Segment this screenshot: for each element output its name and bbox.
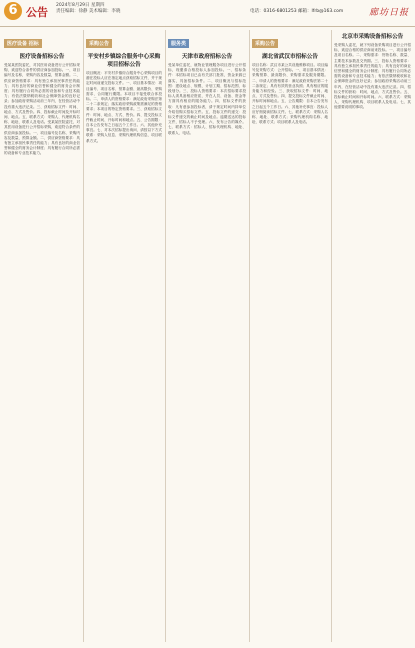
article-body: 项目概况：平安村乡镇综合服务中心采购项目的潜在投标人应在指定地点获取招标文件，并于规定时间前递交投标文件。一、项目基本情况：项目编号、项目名称、预算金额、最高限价、采购需求、合同履行期限。本项目不接受联合体投标。二、申请人的资格要求：满足政府采购法第二十二条规定；落实政府采购政策需满足的资格要求；本项目的特定资格要求。三、获取招标文件：时间、地点、方式、售价。四、提交投标文件截止时间、开标时间和地点。五、公告期限：自本公告发布之日起五个工作日。六、其他补充事宜。七、对本次招标提出询问，请按以下方式联系：采购人信息、采购代理机构信息、项目联系方式。 xyxy=(86,71,162,143)
article-body: 受某单位委托，就物业管理服务项目进行公开招标，现邀请合格投标人参加投标。一、招标条件：本招标项目已由有关部门批准，资金来源已落实，具备招标条件。二、项目概况与招标范围：建设地点、规模、计划工期、招标范围、标段划分。三、投标人资格要求：本次招标要求投标人须具备相应资质，并在人员、设备、资金等方面具有相应的服务能力。四、招标文件的获取：凡有意参加投标者，请于规定时间内持单位介绍信购买招标文件。五、投标文件的递交：投标文件递交的截止时间及地点。逾期送达的投标文件，招标人不予受理。六、发布公告的媒介。七、联系方式：招标人、招标代理机构、地址、联系人、电话。 xyxy=(168,63,246,135)
column-divider xyxy=(83,30,84,642)
column-tag: 采购公告 xyxy=(252,39,278,48)
column-3 xyxy=(168,30,246,642)
column-tag: 服务类 xyxy=(168,39,189,48)
column-1 xyxy=(4,30,80,642)
article-body: 受采购人委托，就下列设备采购项目进行公开招标，欢迎合格的供应商前来投标。一、项目编号及项目名称。二、采购需求：货物名称、数量、主要技术参数及交货期。三、投标人资格要求：具有独立承担民事责任的能力；具有良好的商业信誉和健全的财务会计制度；具有履行合同所必需的设备和专业技术能力；有依法缴纳税收和社会保障资金的良好记录；参加政府采购活动前三年内，在经营活动中没有重大违法记录。四、招标文件的获取：时间、地点、方式及售价。五、投标截止时间和开标时间。六、联系方式：采购人、采购代理机构、项目联系人及电话。七、其他需要说明的事项。 xyxy=(334,43,411,110)
page-header xyxy=(0,0,415,27)
article-title: 北京市采购设备招标公告 xyxy=(341,34,404,40)
column-divider xyxy=(165,30,166,642)
column-tag: 采购公告 xyxy=(86,39,112,48)
editor-credits: 责任编辑：徐静 美术编辑：李晓 xyxy=(56,9,121,14)
column-divider xyxy=(249,30,250,642)
page-number-badge: 6 xyxy=(4,2,22,20)
column-tag: 医疗设备 招标 xyxy=(4,39,42,48)
issue-meta xyxy=(56,3,120,15)
section-title: 公告 xyxy=(26,6,48,19)
column-5 xyxy=(334,30,411,642)
issue-date: 2024年8月29日 星期四 xyxy=(56,3,105,8)
article-title: 湖北省武汉市招标公告 xyxy=(262,54,318,60)
contact-info: 电话：0316-6801253 邮箱：lfrb@163.com xyxy=(250,9,344,14)
column-divider xyxy=(331,30,332,642)
article-title: 天津市政府招标公告 xyxy=(181,54,233,60)
article-title: 平安村乡镇综合服务中心采购项目招标公告 xyxy=(87,54,161,68)
article-body: 受某某医院委托，对其医用设备进行公开招标采购，欢迎符合条件的供应商参加投标。一、项目编号及名称，采购内容及数量，预算金额。二、供应商资格要求：具有独立承担民事责任的能力；具有良好的商业信誉和健全的财务会计制度；具有履行合同所必需的设备和专业技术能力；有依法缴纳税收和社会保障资金的良好记录；参加政府采购活动前三年内，在经营活动中没有重大违法记录。三、获取招标文件：时间、地点、方式及售价。四、投标截止时间及开标时间、地点。五、联系方式：采购人、代理机构名称、地址、联系人及电话。受某某医院委托，对其医用设备进行公开招标采购，欢迎符合条件的供应商参加投标。一、项目编号及名称，采购内容及数量，预算金额。二、供应商资格要求：具有独立承担民事责任的能力；具有良好的商业信誉和健全的财务会计制度；具有履行合同所必需的设备和专业技术能力。 xyxy=(4,63,80,156)
column-2 xyxy=(86,30,162,642)
article-body: 项目名称：武汉市某公共设施维修项目。项目编号及采购方式：公开招标。一、项目基本情况：采购预算、最高限价、采购需求及服务期限。二、申请人的资格要求：满足政府采购法第二十二条规定；具有有效的营业执照；具有相应的服务能力和经验。三、获取招标文件：时间、地点、方式及售价。四、提交投标文件截止时间、开标时间和地点。五、公告期限：自本公告发布之日起五个工作日。六、其他补充事宜：投标人应仔细阅读招标文件。七、联系方式：采购人名称、地址、联系方式；采购代理机构名称、地址、联系方式；项目联系人及电话。 xyxy=(252,63,328,125)
column-4 xyxy=(252,30,328,642)
article-title: 医疗设备招标公告 xyxy=(19,54,65,60)
newspaper-logo: 廊坊日报 xyxy=(368,8,409,18)
